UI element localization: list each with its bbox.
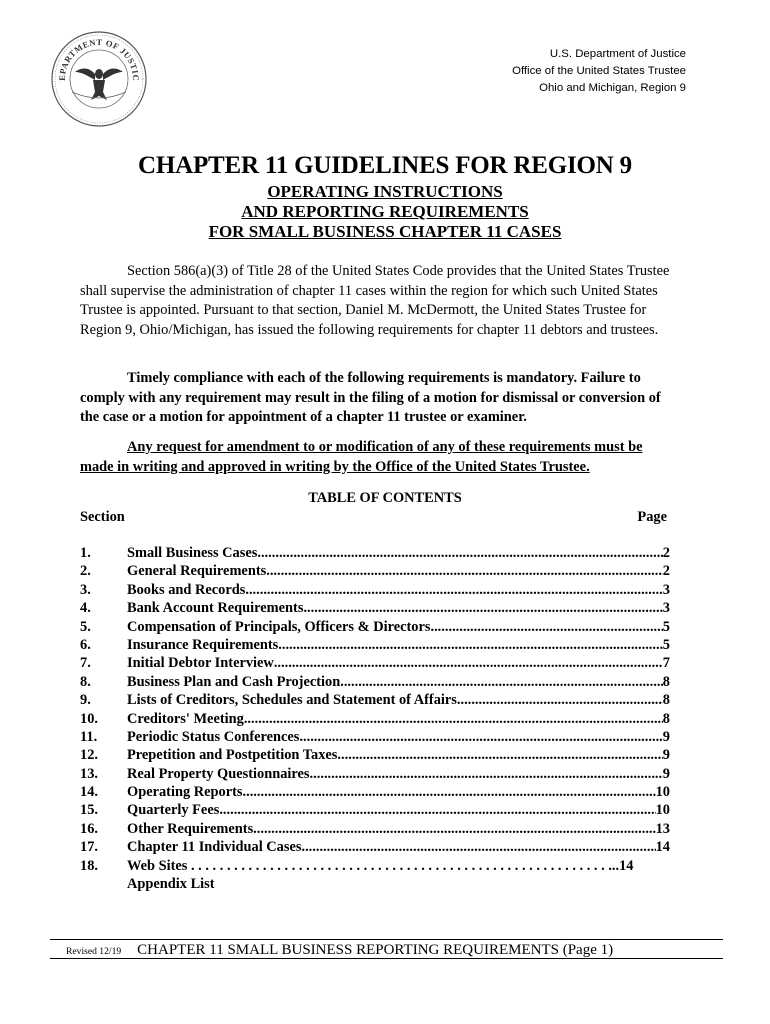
toc-entry-page: 8 — [662, 692, 670, 709]
toc-entry-page: 3 — [662, 600, 670, 617]
toc-entry[interactable] — [80, 784, 670, 802]
toc-dot-leader — [243, 784, 656, 801]
toc-entry-title: Lists of Creditors, Schedules and Statement of Affairs — [127, 692, 457, 709]
agency-block — [512, 46, 686, 97]
toc-entry[interactable] — [80, 545, 670, 563]
toc-entry-number: 18. — [80, 857, 98, 874]
toc-dot-leader — [430, 619, 662, 636]
footer-bottom-rule — [50, 958, 723, 959]
toc-entry-page: 3 — [662, 581, 670, 598]
toc-entry-title: Books and Records — [127, 581, 246, 598]
agency-line: Ohio and Michigan, Region 9 — [539, 82, 686, 94]
toc-entry[interactable] — [80, 729, 670, 747]
revision-date: Revised 12/19 — [66, 946, 122, 957]
toc-entry-page: 9 — [662, 765, 670, 782]
toc-entry-number: 14. — [80, 784, 98, 801]
toc-entry[interactable] — [80, 655, 670, 673]
toc-entry[interactable] — [80, 821, 670, 839]
toc-entry-page: 10 — [655, 802, 670, 819]
toc-dot-leader — [457, 692, 663, 709]
toc-entry-page: 2 — [662, 545, 670, 561]
toc-dot-leader — [340, 674, 663, 691]
toc-entry-number: 12. — [80, 747, 98, 764]
toc-entry-title: Periodic Status Conferences — [127, 728, 300, 745]
toc-entry-title: Initial Debtor Interview — [127, 655, 274, 672]
intro-paragraph: Section 586(a)(3) of Title 28 of the United States Code provides that the United States Trustee shall supervise the administration of chapter 11 cases within the region for which such United States Trustee is appointed. Pursuant to that section, Daniel M. McDermott, the United States Trustee for Region 9, Ohio/Michigan, has issued the following requirements for chapter 11 debtors and trustees. — [80, 263, 670, 338]
toc-entry-page: 8 — [662, 710, 670, 727]
toc-dot-leader — [301, 839, 655, 856]
toc-entry-title: Other Requirements — [127, 820, 254, 837]
toc-dot-leader — [337, 747, 662, 764]
toc-entry-number: 8. — [80, 673, 91, 690]
toc-dot-leader — [274, 655, 663, 672]
toc-dot-leader — [299, 729, 662, 746]
toc-entry-number: 15. — [80, 802, 98, 819]
toc-page-label: Page — [637, 509, 667, 525]
toc-entry-title: Compensation of Principals, Officers & Directors — [127, 618, 431, 635]
toc-entry-title: Business Plan and Cash Projection — [127, 673, 341, 690]
toc-entry[interactable] — [80, 619, 670, 637]
toc-entry[interactable] — [80, 839, 670, 857]
toc-entry-number: 5. — [80, 618, 91, 635]
toc-entry-title: Real Property Questionnaires — [127, 765, 310, 782]
seal-arc-text: EPARTMENT OF JUSTIC — [56, 36, 142, 82]
toc-entry-number: 6. — [80, 636, 91, 653]
toc-entry[interactable] — [80, 711, 670, 729]
agency-line: Office of the United States Trustee — [512, 65, 686, 77]
toc-entry-title: Bank Account Requirements — [127, 600, 304, 617]
toc-dot-leader — [310, 766, 663, 783]
toc-entry-page: 7 — [662, 655, 670, 672]
toc-entry[interactable] — [80, 802, 670, 820]
toc-entry-number: 16. — [80, 820, 98, 837]
compliance-paragraph: Timely compliance with each of the following requirements is mandatory. Failure to comply with any requirement may result in the filing of a motion for dismissal or conversion of the case or a motion for appointment of a chapter 11 trustee or examiner. — [80, 370, 661, 425]
toc-entry-page: 14 — [655, 839, 670, 856]
toc-entry-number: 3. — [80, 581, 91, 598]
agency-line: U.S. Department of Justice — [549, 48, 686, 60]
seal-emblem-icon — [50, 30, 148, 128]
toc-entry[interactable] — [80, 766, 670, 784]
amendment-paragraph: Any request for amendment to or modification of any of these requirements must be made in writing and approved in writing by the Office of the United States Trustee. — [80, 439, 643, 475]
toc-entry-number: 11. — [80, 728, 98, 745]
toc-entry-number: 4. — [80, 600, 91, 617]
subtitle-line: OPERATING INSTRUCTIONS — [267, 182, 503, 201]
footer-top-rule — [50, 939, 723, 940]
toc-entry-title: Prepetition and Postpetition Taxes — [127, 747, 338, 764]
toc-entry-title: Web Sites . . . . . . . . . . . . . . . . . . . . . . . . . . . . . . . . . . . . . . . . . . . . . . . . . . . . . . . . . . . — [127, 857, 612, 874]
toc-entry-number: 13. — [80, 765, 98, 782]
toc-entry[interactable] — [80, 563, 670, 581]
toc-entry-number: 7. — [80, 655, 91, 672]
toc-entry[interactable] — [80, 637, 670, 655]
doj-seal — [50, 30, 148, 128]
toc-entry-page: ..14 — [611, 857, 634, 874]
toc-section-label: Section — [80, 509, 125, 525]
toc-entry-number: 10. — [80, 710, 98, 727]
toc-entry-title: Small Business Cases — [127, 545, 258, 561]
toc-entry-page: 9 — [662, 747, 670, 764]
toc-entry-number: 1. — [80, 545, 91, 561]
toc-dot-leader — [219, 802, 655, 819]
toc-entry-page: 10 — [655, 784, 670, 801]
toc-entry-page: 5 — [662, 618, 670, 635]
toc-dot-leader — [253, 821, 655, 838]
toc-dot-leader — [245, 582, 662, 599]
toc-entry-page: 8 — [662, 673, 670, 690]
footer-title: CHAPTER 11 SMALL BUSINESS REPORTING REQUIREMENTS (Page 1) — [137, 942, 614, 958]
page-footer — [66, 941, 613, 959]
document-title: CHAPTER 11 GUIDELINES FOR REGION 9 — [138, 152, 632, 179]
toc-entry-number: 9. — [80, 692, 91, 709]
toc-entry-number: 17. — [80, 839, 98, 856]
toc-appendix-entry[interactable]: Appendix List — [127, 876, 215, 893]
toc-entry-title: General Requirements — [127, 563, 267, 580]
toc-entry[interactable] — [80, 600, 670, 618]
toc-entry[interactable] — [80, 692, 670, 710]
subtitle-line: AND REPORTING REQUIREMENTS — [241, 202, 529, 221]
subtitle-line: FOR SMALL BUSINESS CHAPTER 11 CASES — [208, 222, 562, 241]
toc-entry[interactable] — [80, 674, 670, 692]
toc-heading: TABLE OF CONTENTS — [308, 490, 462, 506]
toc-entry-title: Chapter 11 Individual Cases — [127, 839, 302, 856]
toc-entry-page: 13 — [655, 820, 670, 837]
toc-entry-page: 2 — [662, 563, 670, 580]
toc-entry[interactable] — [80, 582, 670, 600]
toc-entry[interactable] — [80, 747, 670, 765]
toc-entry-title: Quarterly Fees — [127, 802, 220, 819]
toc-entry[interactable] — [80, 858, 670, 876]
toc-dot-leader — [303, 600, 662, 617]
toc-entry-title: Operating Reports — [127, 784, 243, 801]
toc-entry-title: Creditors' Meeting — [127, 710, 244, 727]
toc-dot-leader — [278, 637, 663, 654]
toc-entry-number: 2. — [80, 563, 91, 580]
table-of-contents — [80, 545, 670, 894]
toc-dot-leader — [244, 711, 663, 728]
toc-entry-title: Insurance Requirements — [127, 636, 279, 653]
toc-dot-leader — [257, 545, 662, 562]
toc-entry-page: 9 — [662, 728, 670, 745]
toc-entry-page: 5 — [662, 636, 670, 653]
toc-dot-leader — [266, 563, 663, 580]
